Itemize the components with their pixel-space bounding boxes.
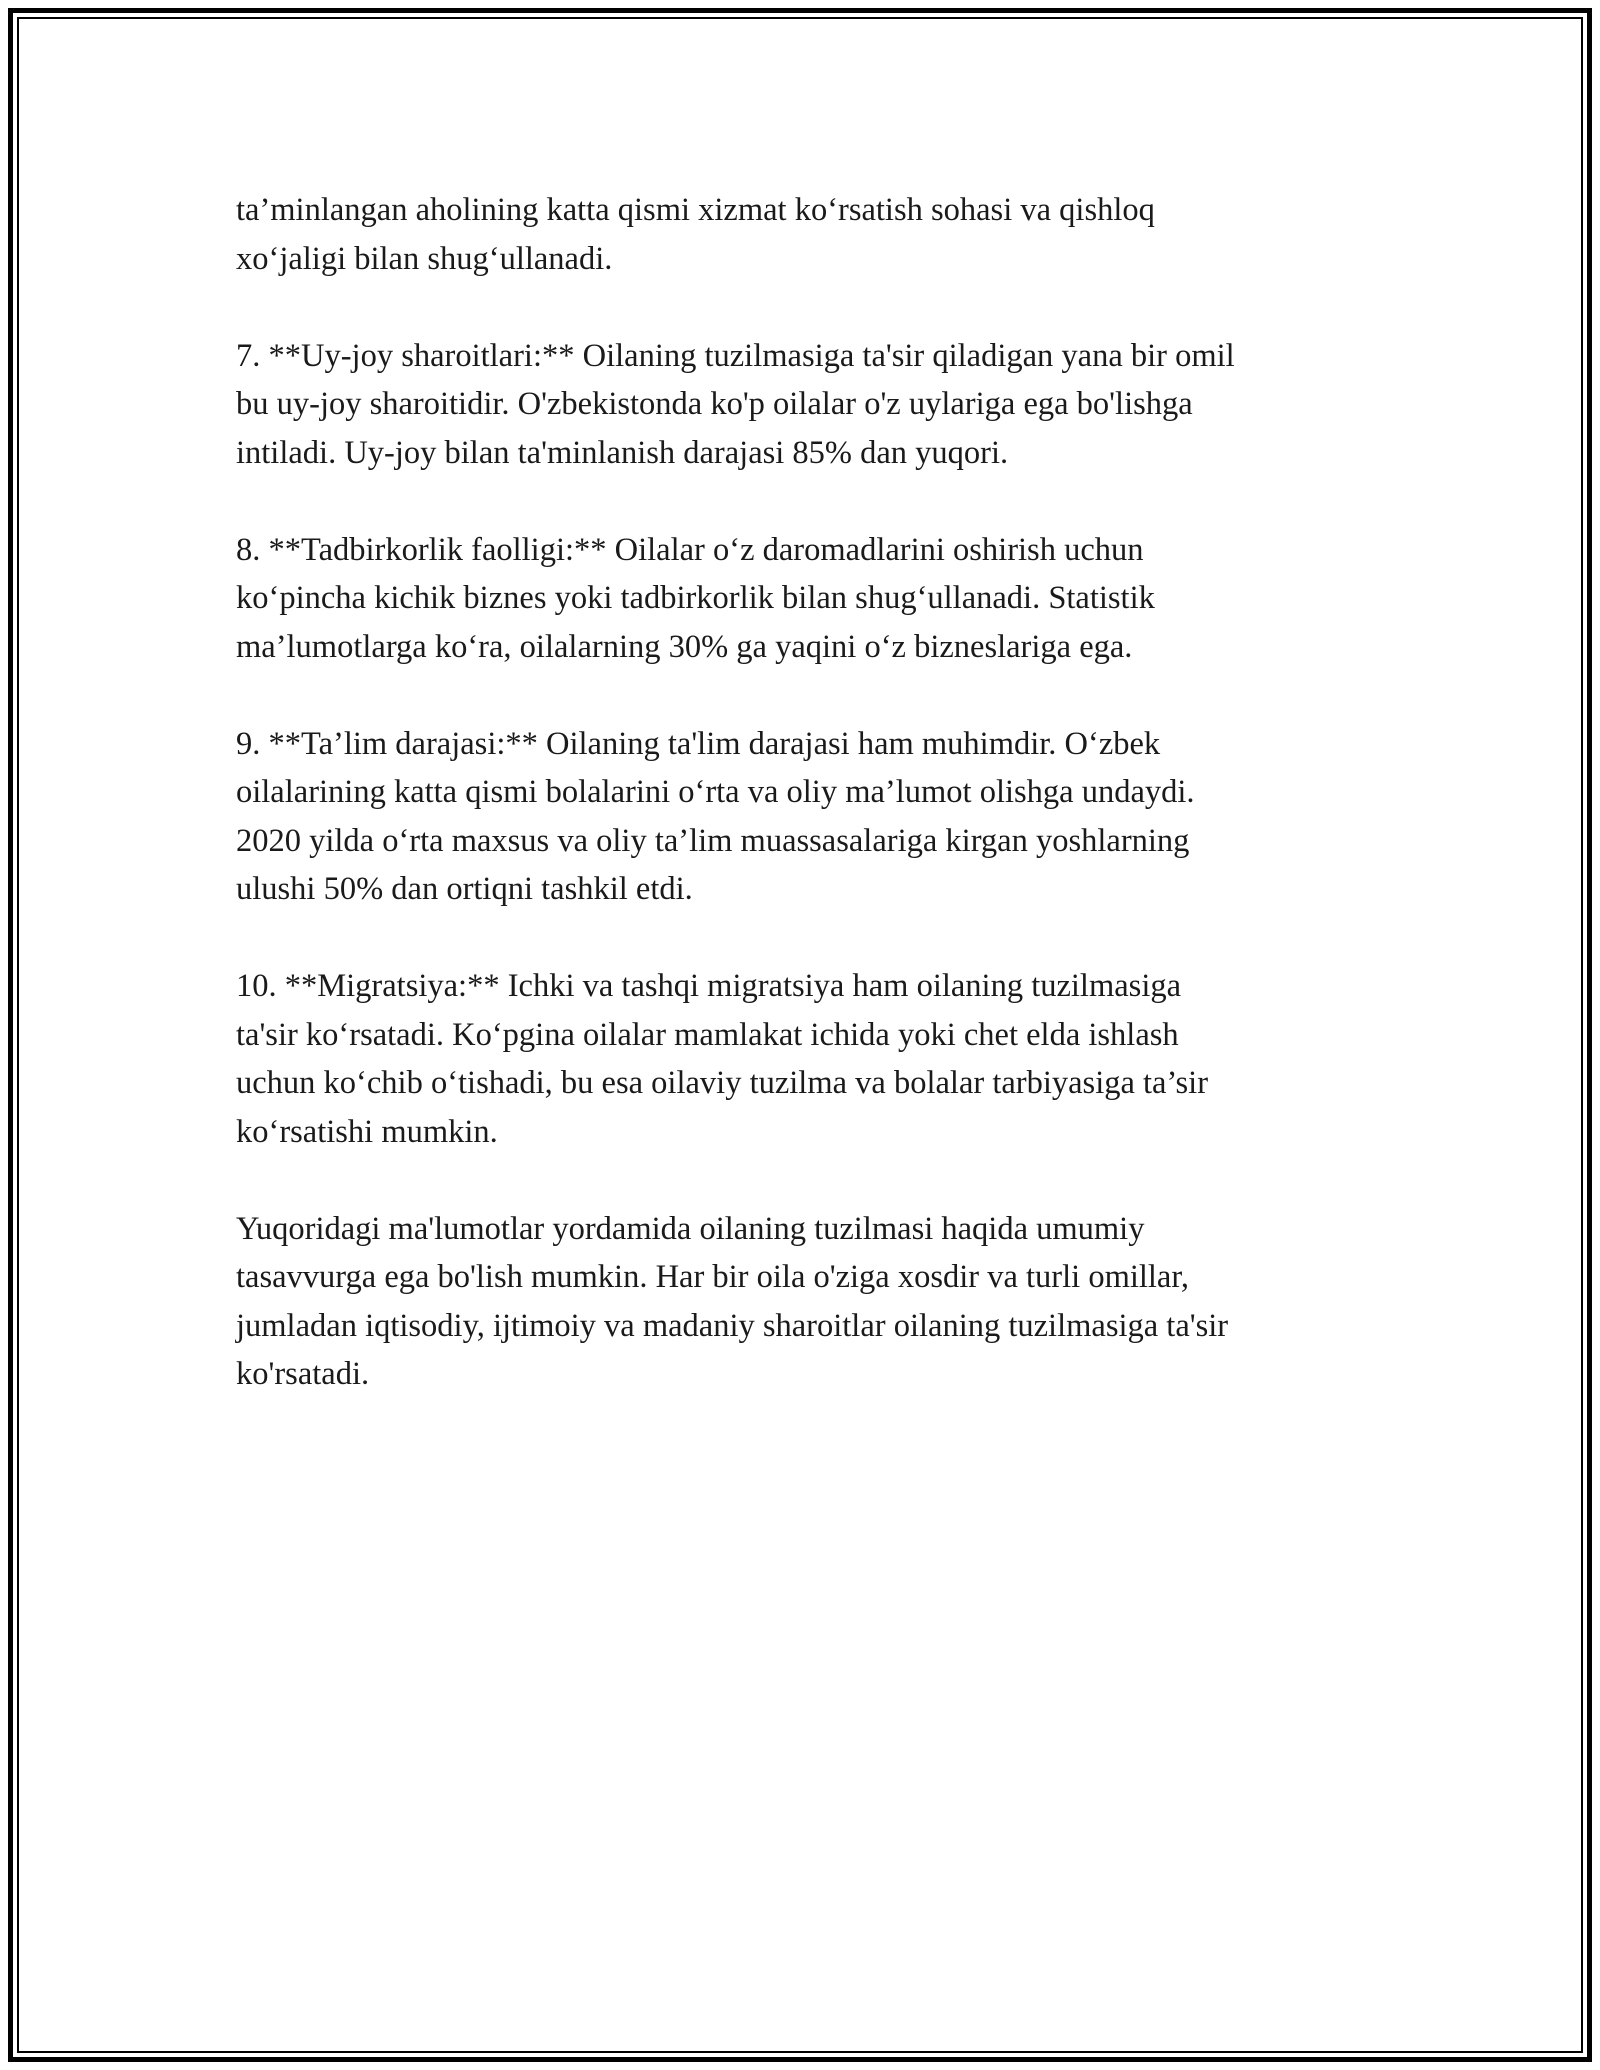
paragraph-continuation: ta’minlangan aholining katta qismi xizmat ko‘rsatish sohasi va qishloq xo‘jaligi bilan shug‘ullanadi. xyxy=(236,192,1155,277)
paragraph-conclusion: Yuqoridagi ma'lumotlar yordamida oilaning tuzilmasi haqida umumiy tasavvurga ega bo'lish mumkin. Har bir oila o'ziga xosdir va turli omillar, jumladan iqtisodiy, ijtimoiy va madaniy sharoitlar oilaning tuzilmasiga ta'sir ko'rsatadi. xyxy=(236,1210,1229,1392)
paragraph-migration: 10. **Migratsiya:** Ichki va tashqi migratsiya ham oilaning tuzilmasiga ta'sir ko‘rsatadi. Ko‘pgina oilalar mamlakat ichida yoki chet elda ishlash uchun ko‘chib o‘tishadi, bu esa oilaviy tuzilma va bolalar tarbiyasiga ta’sir ko‘rsatishi mumkin. xyxy=(236,968,1209,1150)
paragraph-education-level: 9. **Ta’lim darajasi:** Oilaning ta'lim darajasi ham muhimdir. O‘zbek oilalarining katta qismi bolalarini o‘rta va oliy ma’lumot olishga undaydi. 2020 yilda o‘rta maxsus va oliy ta’lim muassasalariga kirgan yoshlarning ulushi 50% dan ortiqni tashkil etdi. xyxy=(236,725,1195,907)
paragraph-entrepreneurship: 8. **Tadbirkorlik faolligi:** Oilalar o‘z daromadlarini oshirish uchun ko‘pincha kichik biznes yoki tadbirkorlik bilan shug‘ullanadi. Statistik ma’lumotlarga ko‘ra, oilalarning 30% ga yaqini o‘z bizneslariga ega. xyxy=(236,531,1155,665)
paragraph-housing-conditions: 7. **Uy-joy sharoitlari:** Oilaning tuzilmasiga ta'sir qiladigan yana bir omil bu uy-joy sharoitidir. O'zbekistonda ko'p oilalar o'z uylariga ega bo'lishga intiladi. Uy-joy bilan ta'minlanish darajasi 85% dan yuqori. xyxy=(236,337,1235,471)
document-body xyxy=(236,186,1386,1447)
